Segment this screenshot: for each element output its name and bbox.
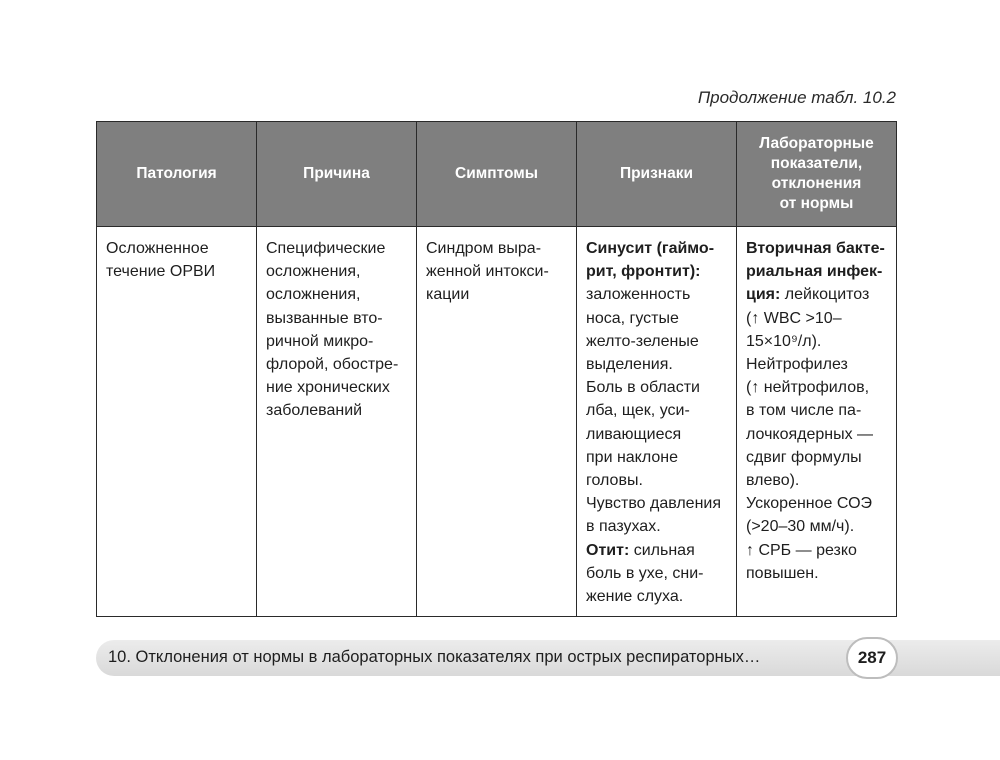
header-pathology	[97, 122, 257, 227]
bold-term: риальная инфек-	[746, 263, 883, 281]
cell-line	[746, 260, 888, 283]
cell-line	[586, 307, 728, 330]
table-caption: Продолжение табл. 10.2	[697, 88, 896, 107]
cell-line: Синдром выра-	[426, 240, 542, 257]
lab-deviations-table	[96, 121, 897, 617]
cell-line	[586, 283, 728, 306]
cell-line	[746, 423, 888, 446]
cell-line	[746, 492, 888, 515]
bold-term: Вторичная бакте-	[746, 240, 885, 257]
cell-line	[586, 260, 728, 283]
cell-line	[746, 515, 888, 538]
line-text: Боль в области	[586, 379, 700, 397]
line-text: (↑ WBC >10–	[746, 309, 842, 327]
cell-line	[746, 330, 888, 353]
cell-line	[746, 399, 888, 422]
bold-term: Синусит (гаймо-	[586, 240, 715, 257]
cell-line	[586, 469, 728, 492]
cell-line	[746, 353, 888, 376]
line-text: 15×10⁹/л).	[746, 332, 822, 350]
cell-line: флорой, обостре-	[266, 356, 399, 374]
cell-line	[586, 376, 728, 399]
line-text: влево).	[746, 472, 800, 490]
cell-line	[746, 539, 888, 562]
header-line: Признаки	[619, 165, 694, 182]
line-text: (↑ нейтрофилов,	[746, 379, 870, 397]
header-signs	[577, 122, 737, 227]
line-text: желто-зеленые	[586, 332, 699, 350]
cell-line	[746, 307, 888, 330]
cell-line: ричной микро-	[266, 332, 374, 350]
line-text: головы.	[586, 472, 643, 490]
table-row	[97, 227, 897, 617]
line-text: повышен.	[746, 564, 819, 582]
header-cause	[257, 122, 417, 227]
line-text: Ускоренное СОЭ	[746, 495, 873, 513]
header-line: Симптомы	[455, 165, 538, 182]
cell-signs	[577, 227, 737, 617]
line-text: носа, густые	[586, 309, 679, 327]
cell-line	[586, 515, 728, 538]
line-text: боль в ухе, сни-	[586, 564, 704, 582]
line-text: при наклоне	[586, 448, 679, 466]
running-footer-title: 10. Отклонения от нормы в лабораторных показателях при острых респираторных…	[108, 648, 761, 666]
line-text: сдвиг формулы	[746, 448, 862, 466]
cell-pathology	[97, 227, 257, 617]
header-symptoms	[417, 122, 577, 227]
line-text: жение слуха.	[586, 588, 684, 606]
cell-line: заболеваний	[266, 402, 363, 420]
cell-line	[586, 492, 728, 515]
line-text: ↑ СРБ — резко	[746, 541, 857, 559]
header-lab-indicators	[737, 122, 897, 227]
line-text: Нейтрофилез	[746, 356, 848, 374]
header-line: показатели,	[770, 155, 863, 172]
line-text: заложенность	[586, 286, 691, 304]
cell-line	[746, 446, 888, 469]
header-line: отклонения	[771, 175, 862, 192]
line-text: лба, щек, уси-	[586, 402, 690, 420]
line-text: в том числе па-	[746, 402, 862, 420]
cell-line	[586, 539, 728, 562]
header-line: Лабораторные	[759, 135, 874, 152]
cell-line	[586, 353, 728, 376]
line-text: сильная	[629, 541, 695, 559]
cell-line	[746, 237, 888, 260]
table-header-row	[97, 122, 897, 227]
cell-line	[586, 237, 728, 260]
bold-term: рит, фронтит):	[586, 263, 701, 281]
cell-line	[746, 283, 888, 306]
line-text: выделения.	[586, 356, 673, 374]
cell-line	[586, 399, 728, 422]
line-text: лейкоцитоз	[780, 286, 870, 304]
cell-line	[746, 376, 888, 399]
cell-line	[586, 330, 728, 353]
page-number-badge: 287	[846, 637, 898, 679]
line-text: (>20–30 мм/ч).	[746, 518, 855, 536]
bold-term: Отит:	[586, 541, 630, 559]
line-text: лочкоядерных —	[746, 425, 874, 443]
cell-line	[586, 446, 728, 469]
cell-lab-indicators	[737, 227, 897, 617]
cell-line	[586, 423, 728, 446]
line-text: ливающиеся	[586, 425, 682, 443]
cell-symptoms	[417, 227, 577, 617]
cell-line	[586, 585, 728, 608]
cell-line: Осложненное	[106, 240, 209, 257]
line-text: в пазухах.	[586, 518, 661, 536]
header-line: Патология	[136, 165, 217, 182]
cell-line: осложнения,	[266, 263, 361, 281]
cell-line: вызванные вто-	[266, 309, 383, 327]
bold-term: ция:	[746, 286, 781, 304]
cell-line	[746, 562, 888, 585]
cell-cause	[257, 227, 417, 617]
header-line: Причина	[303, 165, 370, 182]
header-line: от нормы	[779, 195, 854, 212]
cell-line: течение ОРВИ	[106, 263, 216, 281]
cell-line: кации	[426, 286, 470, 304]
cell-line	[746, 469, 888, 492]
cell-line: осложнения,	[266, 286, 361, 304]
cell-line: женной интокси-	[426, 263, 549, 281]
cell-line	[586, 562, 728, 585]
line-text: Чувство давления	[586, 495, 722, 513]
cell-line: Специфические	[266, 240, 386, 257]
cell-line: ние хронических	[266, 379, 390, 397]
